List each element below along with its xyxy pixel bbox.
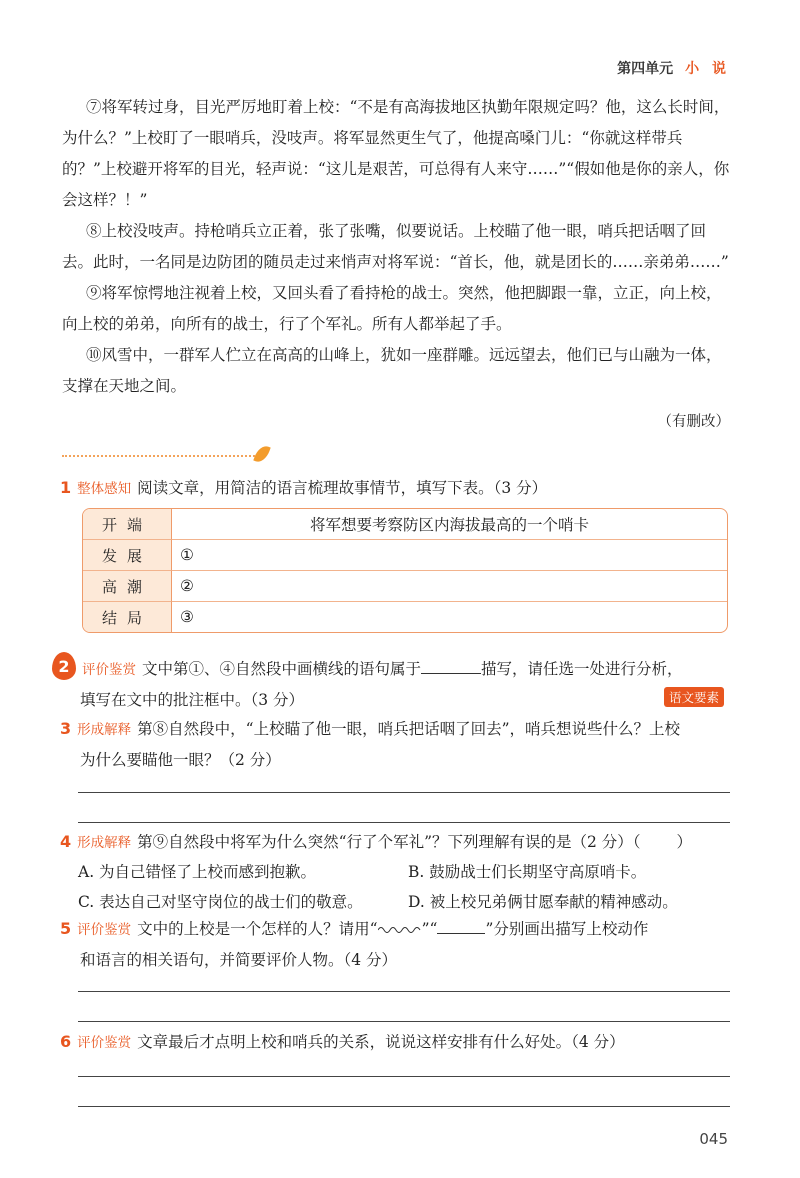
question-4	[60, 827, 732, 858]
question-tag: 评价鉴赏	[77, 1035, 132, 1051]
answer-cell[interactable]: ①	[172, 540, 727, 571]
question-number: 3	[60, 719, 72, 738]
row-label: 开端	[83, 509, 172, 540]
unit-label: 第四单元	[617, 61, 674, 77]
question-text: 阅读文章，用简洁的语言梳理故事情节，填写下表。（3 分）	[137, 479, 548, 497]
answer-line[interactable]	[78, 1021, 730, 1022]
question-text: ）	[676, 833, 693, 851]
passage	[62, 92, 732, 402]
choice-a[interactable]: A. 为自己错怪了上校而感到抱歉。	[78, 863, 317, 881]
question-3	[60, 714, 732, 775]
answer-line[interactable]	[78, 991, 730, 992]
answer-cell[interactable]: ③	[180, 608, 194, 626]
question-text: ”分别画出描写上校动作	[485, 920, 649, 938]
question-text: 文中的上校是一个怎样的人？请用“	[137, 920, 378, 938]
section-divider	[62, 455, 262, 457]
question-tag: 整体感知	[77, 481, 132, 497]
question-1	[60, 473, 732, 504]
row-label: 高潮	[83, 571, 172, 602]
question-text: 第⑧自然段中，“上校瞄了他一眼，哨兵把话咽了回去”，哨兵想说些什么？上校	[137, 720, 680, 738]
table-row	[83, 540, 727, 571]
choice-b[interactable]: B. 鼓励战士们长期坚守高原哨卡。	[408, 863, 647, 881]
paragraph-7: ⑦将军转过身，目光严厉地盯着上校：“不是有高海拔地区执勤年限规定吗？他，这么长时间，为什么？”上校盯了一眼哨兵，没吱声。将军显然更生气了，他提高嗓门儿：“你就这样带兵的？”上校避开将军的目光，轻声说：“这儿是艰苦，可总得有人来守……”“假如他是你的亲人，你会这样？！”	[62, 98, 730, 209]
answer-cell[interactable]: ②	[172, 571, 727, 602]
section-label: 小 说	[685, 61, 730, 77]
question-text: ”“	[421, 920, 438, 938]
page-number: 045	[699, 1130, 728, 1148]
choices	[78, 857, 738, 917]
choice-d[interactable]: D. 被上校兄弟俩甘愿奉献的精神感动。	[408, 893, 678, 911]
source-note: （有删改）	[657, 414, 730, 430]
row-label: 发展	[83, 540, 172, 571]
question-text: 描写，请任选一处进行分析，	[481, 660, 683, 678]
paragraph-10: ⑩风雪中，一群军人伫立在高高的山峰上，犹如一座群雕。远远望去，他们已与山融为一体，支撑在天地之间。	[62, 346, 722, 395]
row-label: 结局	[83, 602, 172, 632]
table-row	[83, 571, 727, 602]
straight-underline-icon	[437, 919, 485, 934]
page-header	[617, 58, 730, 78]
wavy-underline-icon	[378, 925, 422, 935]
table-row	[83, 602, 727, 632]
question-tag: 形成解释	[77, 835, 132, 851]
answer-line[interactable]	[78, 1106, 730, 1107]
question-number: 1	[60, 478, 72, 497]
question-6	[60, 1027, 732, 1058]
question-text: 文章最后才点明上校和哨兵的关系，说说这样安排有什么好处。（4 分）	[137, 1033, 625, 1051]
answer-line[interactable]	[78, 822, 730, 823]
question-5	[60, 914, 732, 975]
paragraph-8: ⑧上校没吱声。持枪哨兵立正着，张了张嘴，似要说话。上校瞄了他一眼，哨兵把话咽了回去。此时，一名同是边防团的随员走过来悄声对将军说：“首长，他，就是团长的……亲弟弟……”	[62, 222, 729, 271]
question-text: 为什么要瞄他一眼？（2 分）	[80, 751, 281, 769]
flame-number-icon: 2	[52, 652, 76, 680]
question-text: 文中第①、④自然段中画横线的语句属于	[142, 660, 422, 678]
fill-blank[interactable]	[421, 659, 481, 674]
question-tag: 评价鉴赏	[82, 662, 136, 678]
question-tag: 形成解释	[77, 722, 132, 738]
key-element-badge: 语文要素	[664, 687, 724, 707]
choice-c[interactable]: C. 表达自己对坚守岗位的战士们的敬意。	[78, 893, 363, 911]
answer-line[interactable]	[78, 1076, 730, 1077]
plot-table	[82, 508, 728, 633]
leaf-icon	[253, 443, 270, 464]
question-number: 5	[60, 919, 72, 938]
question-text: 填写在文中的批注框中。（3 分）	[80, 691, 305, 709]
question-text: 和语言的相关语句，并简要评价人物。（4 分）	[80, 951, 398, 969]
question-tag: 评价鉴赏	[77, 922, 132, 938]
question-text: 第⑨自然段中将军为什么突然“行了个军礼”？下列理解有误的是（2 分）（	[137, 833, 641, 851]
row-value: 将军想要考察防区内海拔最高的一个哨卡	[172, 509, 727, 540]
question-number: 4	[60, 832, 72, 851]
answer-line[interactable]	[78, 792, 730, 793]
table-row	[83, 509, 727, 540]
paragraph-9: ⑨将军惊愕地注视着上校，又回头看了看持枪的战士。突然，他把脚跟一靠，立正，向上校，向上校的弟弟，向所有的战士，行了个军礼。所有人都举起了手。	[62, 284, 722, 333]
question-2	[60, 654, 732, 715]
question-number: 6	[60, 1032, 72, 1051]
